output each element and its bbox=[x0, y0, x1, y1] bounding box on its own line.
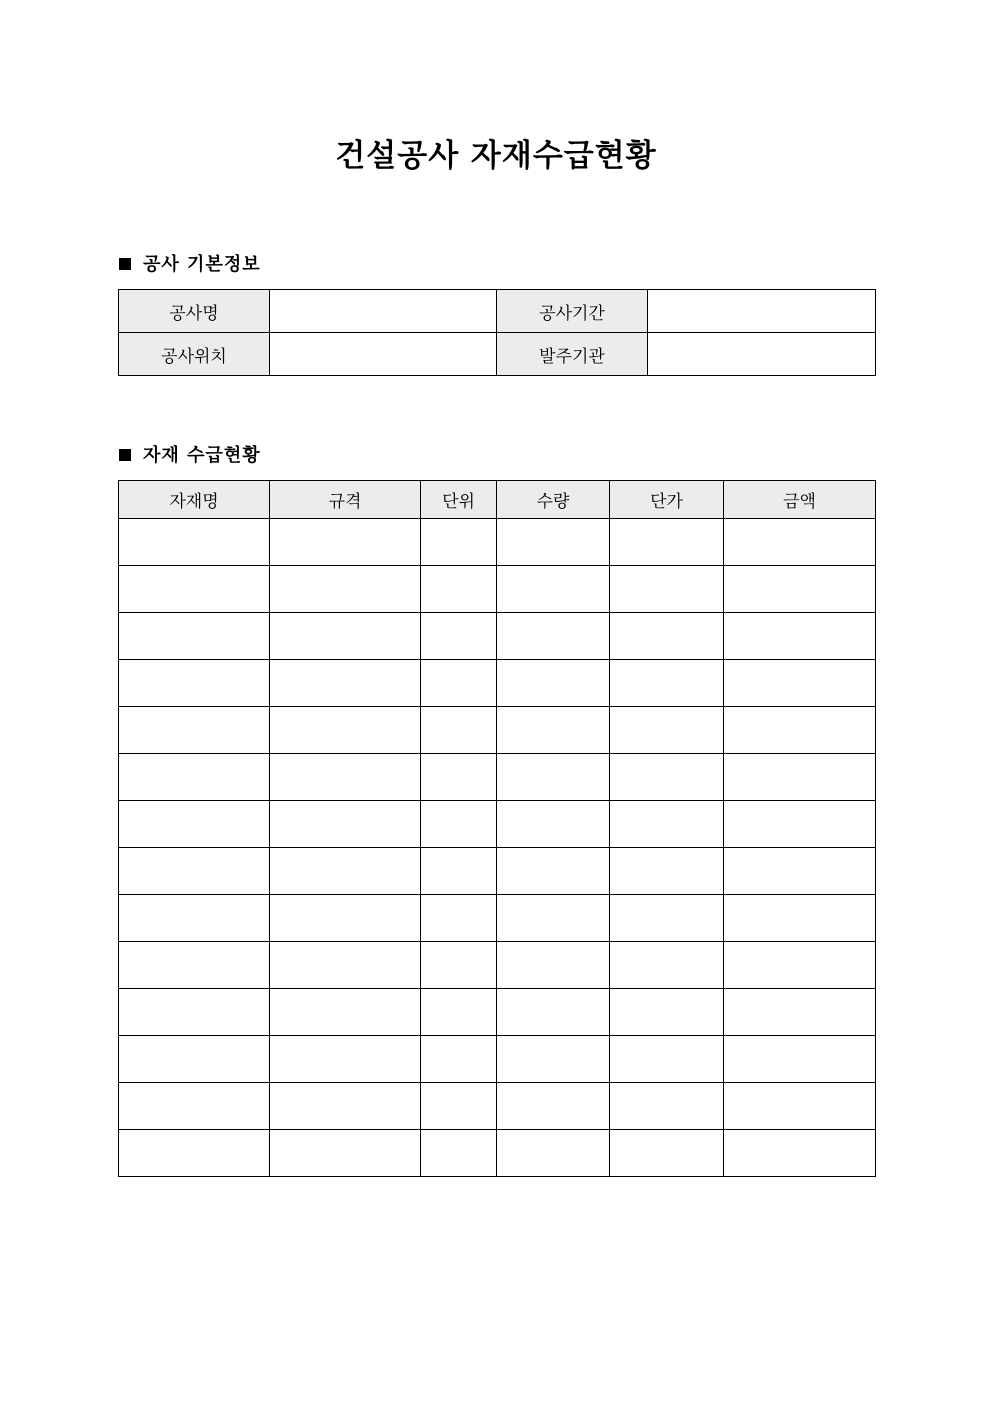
quantity-cell[interactable] bbox=[497, 566, 610, 613]
quantity-cell[interactable] bbox=[497, 1083, 610, 1130]
table-row bbox=[119, 1083, 876, 1130]
unit-cell[interactable] bbox=[421, 519, 497, 566]
amount-cell[interactable] bbox=[724, 942, 876, 989]
project-period-field[interactable] bbox=[648, 290, 876, 333]
quantity-cell[interactable] bbox=[497, 1036, 610, 1083]
ordering-agency-label: 발주기관 bbox=[497, 333, 648, 376]
table-row bbox=[119, 942, 876, 989]
unit-cell[interactable] bbox=[421, 895, 497, 942]
spec-cell[interactable] bbox=[270, 707, 421, 754]
document-title: 건설공사 자재수급현황 bbox=[335, 138, 657, 174]
table-row bbox=[119, 290, 876, 333]
table-row bbox=[119, 660, 876, 707]
unit-cell[interactable] bbox=[421, 1036, 497, 1083]
materials-heading-text: 자재 수급현황 bbox=[143, 445, 261, 466]
quantity-cell[interactable] bbox=[497, 754, 610, 801]
table-row bbox=[119, 754, 876, 801]
column-header-amount: 금액 bbox=[724, 481, 876, 519]
spec-cell[interactable] bbox=[270, 848, 421, 895]
spec-cell[interactable] bbox=[270, 989, 421, 1036]
unit-cell[interactable] bbox=[421, 754, 497, 801]
table-row bbox=[119, 1130, 876, 1177]
spec-cell[interactable] bbox=[270, 942, 421, 989]
amount-cell[interactable] bbox=[724, 801, 876, 848]
material-name-cell[interactable] bbox=[119, 848, 270, 895]
quantity-cell[interactable] bbox=[497, 801, 610, 848]
table-header-row bbox=[119, 481, 876, 519]
amount-cell[interactable] bbox=[724, 613, 876, 660]
unit-price-cell[interactable] bbox=[610, 895, 724, 942]
spec-cell[interactable] bbox=[270, 660, 421, 707]
spec-cell[interactable] bbox=[270, 1036, 421, 1083]
table-row bbox=[119, 707, 876, 754]
quantity-cell[interactable] bbox=[497, 1130, 610, 1177]
unit-price-cell[interactable] bbox=[610, 754, 724, 801]
material-name-cell[interactable] bbox=[119, 660, 270, 707]
amount-cell[interactable] bbox=[724, 1083, 876, 1130]
table-row bbox=[119, 1036, 876, 1083]
basic-info-heading-text: 공사 기본정보 bbox=[143, 254, 261, 275]
material-name-cell[interactable] bbox=[119, 942, 270, 989]
material-name-cell[interactable] bbox=[119, 801, 270, 848]
amount-cell[interactable] bbox=[724, 848, 876, 895]
amount-cell[interactable] bbox=[724, 566, 876, 613]
quantity-cell[interactable] bbox=[497, 613, 610, 660]
spec-cell[interactable] bbox=[270, 1083, 421, 1130]
quantity-cell[interactable] bbox=[497, 519, 610, 566]
material-name-cell[interactable] bbox=[119, 1083, 270, 1130]
project-location-field[interactable] bbox=[270, 333, 497, 376]
quantity-cell[interactable] bbox=[497, 989, 610, 1036]
unit-price-cell[interactable] bbox=[610, 1083, 724, 1130]
unit-cell[interactable] bbox=[421, 707, 497, 754]
column-header-quantity: 수량 bbox=[497, 481, 610, 519]
column-header-spec: 규격 bbox=[270, 481, 421, 519]
unit-cell[interactable] bbox=[421, 1130, 497, 1177]
unit-cell[interactable] bbox=[421, 566, 497, 613]
amount-cell[interactable] bbox=[724, 989, 876, 1036]
amount-cell[interactable] bbox=[724, 707, 876, 754]
unit-price-cell[interactable] bbox=[610, 801, 724, 848]
table-row bbox=[119, 566, 876, 613]
basic-info-table bbox=[118, 289, 876, 376]
materials-table-body bbox=[119, 519, 876, 1177]
quantity-cell[interactable] bbox=[497, 707, 610, 754]
material-name-cell[interactable] bbox=[119, 707, 270, 754]
column-header-unit-price: 단가 bbox=[610, 481, 724, 519]
square-bullet-icon bbox=[119, 258, 131, 270]
material-name-cell[interactable] bbox=[119, 519, 270, 566]
unit-price-cell[interactable] bbox=[610, 613, 724, 660]
table-row bbox=[119, 895, 876, 942]
table-row bbox=[119, 333, 876, 376]
quantity-cell[interactable] bbox=[497, 895, 610, 942]
unit-cell[interactable] bbox=[421, 801, 497, 848]
unit-cell[interactable] bbox=[421, 613, 497, 660]
spec-cell[interactable] bbox=[270, 566, 421, 613]
materials-heading bbox=[119, 444, 261, 468]
project-name-field[interactable] bbox=[270, 290, 497, 333]
amount-cell[interactable] bbox=[724, 1036, 876, 1083]
column-header-material-name: 자재명 bbox=[119, 481, 270, 519]
unit-price-cell[interactable] bbox=[610, 566, 724, 613]
quantity-cell[interactable] bbox=[497, 660, 610, 707]
amount-cell[interactable] bbox=[724, 1130, 876, 1177]
unit-price-cell[interactable] bbox=[610, 1130, 724, 1177]
material-name-cell[interactable] bbox=[119, 1130, 270, 1177]
material-name-cell[interactable] bbox=[119, 613, 270, 660]
unit-price-cell[interactable] bbox=[610, 707, 724, 754]
unit-price-cell[interactable] bbox=[610, 942, 724, 989]
unit-cell[interactable] bbox=[421, 989, 497, 1036]
amount-cell[interactable] bbox=[724, 519, 876, 566]
spec-cell[interactable] bbox=[270, 519, 421, 566]
table-row bbox=[119, 989, 876, 1036]
quantity-cell[interactable] bbox=[497, 942, 610, 989]
material-name-cell[interactable] bbox=[119, 754, 270, 801]
quantity-cell[interactable] bbox=[497, 848, 610, 895]
material-name-cell[interactable] bbox=[119, 895, 270, 942]
table-row bbox=[119, 613, 876, 660]
table-row bbox=[119, 801, 876, 848]
unit-cell[interactable] bbox=[421, 660, 497, 707]
unit-price-cell[interactable] bbox=[610, 519, 724, 566]
unit-price-cell[interactable] bbox=[610, 660, 724, 707]
table-row bbox=[119, 848, 876, 895]
material-name-cell[interactable] bbox=[119, 989, 270, 1036]
spec-cell[interactable] bbox=[270, 895, 421, 942]
amount-cell[interactable] bbox=[724, 660, 876, 707]
ordering-agency-field[interactable] bbox=[648, 333, 876, 376]
unit-price-cell[interactable] bbox=[610, 989, 724, 1036]
project-period-label: 공사기간 bbox=[497, 290, 648, 333]
square-bullet-icon bbox=[119, 449, 131, 461]
table-row bbox=[119, 519, 876, 566]
spec-cell[interactable] bbox=[270, 754, 421, 801]
amount-cell[interactable] bbox=[724, 895, 876, 942]
unit-price-cell[interactable] bbox=[610, 848, 724, 895]
materials-table bbox=[118, 480, 876, 1177]
basic-info-heading bbox=[119, 253, 261, 277]
project-location-label: 공사위치 bbox=[119, 333, 270, 376]
unit-cell[interactable] bbox=[421, 1083, 497, 1130]
unit-cell[interactable] bbox=[421, 848, 497, 895]
project-name-label: 공사명 bbox=[119, 290, 270, 333]
material-name-cell[interactable] bbox=[119, 1036, 270, 1083]
spec-cell[interactable] bbox=[270, 613, 421, 660]
spec-cell[interactable] bbox=[270, 1130, 421, 1177]
column-header-unit: 단위 bbox=[421, 481, 497, 519]
material-name-cell[interactable] bbox=[119, 566, 270, 613]
unit-price-cell[interactable] bbox=[610, 1036, 724, 1083]
amount-cell[interactable] bbox=[724, 754, 876, 801]
unit-cell[interactable] bbox=[421, 942, 497, 989]
spec-cell[interactable] bbox=[270, 801, 421, 848]
